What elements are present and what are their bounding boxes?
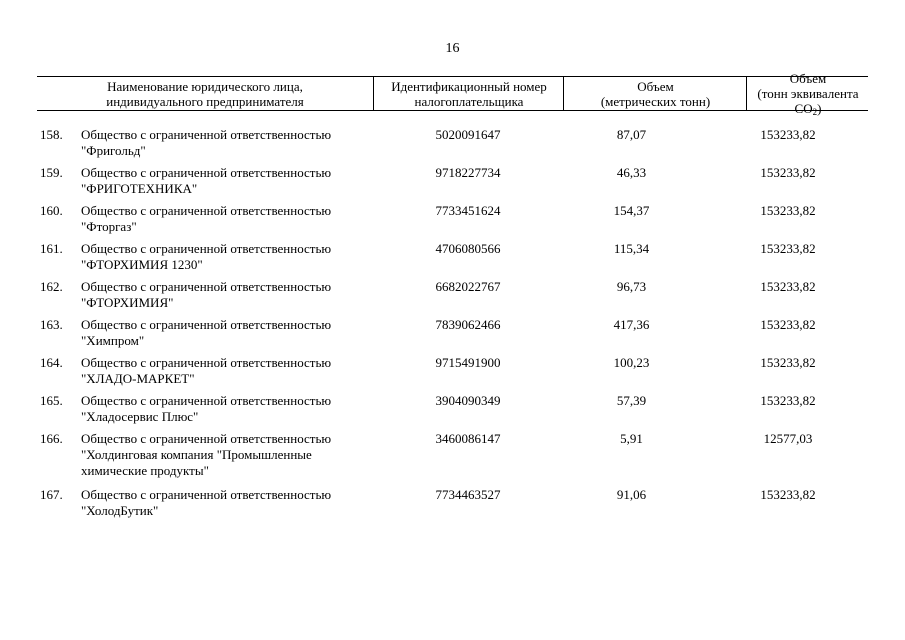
header-co2-line2-text: (тонн эквивалента CO [757, 86, 859, 116]
entity-name-line: Общество с ограниченной ответственностью [81, 393, 332, 408]
volume-co2-equivalent: 153233,82 [760, 203, 816, 218]
header-name-column [37, 77, 373, 110]
taxpayer-id: 6682022767 [435, 279, 501, 294]
taxpayer-id: 3904090349 [435, 393, 501, 408]
taxpayer-id: 9718227734 [435, 165, 501, 180]
volume-co2-equivalent: 12577,03 [763, 431, 813, 446]
volume-co2-equivalent: 153233,82 [760, 165, 816, 180]
volume-metric-tons: 5,91 [620, 431, 643, 446]
volume-metric-tons: 57,39 [616, 393, 647, 408]
header-co2-line2 [747, 86, 869, 116]
row-number: 160. [40, 203, 63, 218]
header-co2-column [746, 71, 869, 117]
volume-co2-equivalent: 153233,82 [760, 355, 816, 370]
row-number: 167. [40, 487, 63, 502]
entity-name-line: Общество с ограниченной ответственностью [81, 127, 332, 142]
header-mass-column [563, 77, 747, 110]
taxpayer-id: 7734463527 [435, 487, 501, 502]
row-number: 165. [40, 393, 63, 408]
volume-metric-tons: 154,37 [613, 203, 650, 218]
volume-metric-tons: 91,06 [616, 487, 647, 502]
volume-metric-tons: 96,73 [616, 279, 647, 294]
entity-name [81, 431, 371, 479]
entity-name-line: Общество с ограниченной ответственностью [81, 241, 332, 256]
header-mass-line2: (метрических тонн) [600, 93, 711, 109]
header-co2-line1: Объем [789, 71, 827, 86]
row-number: 164. [40, 355, 63, 370]
entity-name [81, 165, 371, 197]
entity-name [81, 487, 371, 519]
entity-name-line: "Фригольд" [81, 143, 146, 158]
entity-name-line: "ХолодБутик" [81, 503, 159, 518]
entity-name-line: "ФТОРХИМИЯ 1230" [81, 257, 203, 272]
entity-name-line: Общество с ограниченной ответственностью [81, 165, 332, 180]
entity-name-line: Общество с ограниченной ответственностью [81, 203, 332, 218]
entity-name-line: "Хладосервис Плюс" [81, 409, 199, 424]
volume-metric-tons: 87,07 [616, 127, 647, 142]
row-number: 158. [40, 127, 63, 142]
header-inn-line1: Идентификационный номер [391, 78, 547, 94]
entity-name-line: "ФТОРХИМИЯ" [81, 295, 174, 310]
taxpayer-id: 5020091647 [435, 127, 501, 142]
volume-co2-equivalent: 153233,82 [760, 241, 816, 256]
volume-metric-tons: 115,34 [613, 241, 650, 256]
header-name-line2: индивидуального предпринимателя [106, 93, 304, 109]
volume-co2-equivalent: 153233,82 [760, 487, 816, 502]
taxpayer-id: 7733451624 [435, 203, 501, 218]
volume-metric-tons: 100,23 [613, 355, 650, 370]
row-number: 166. [40, 431, 63, 446]
row-number: 162. [40, 279, 63, 294]
volume-co2-equivalent: 153233,82 [760, 393, 816, 408]
row-number: 159. [40, 165, 63, 180]
header-name-line1: Наименование юридического лица, [107, 78, 303, 94]
volume-co2-equivalent: 153233,82 [760, 127, 816, 142]
entity-name-line: Общество с ограниченной ответственностью [81, 279, 332, 294]
entity-name-line: "ХЛАДО-МАРКЕТ" [81, 371, 195, 386]
header-inn-column [373, 77, 564, 110]
entity-name [81, 241, 371, 273]
header-mass-line1: Объем [637, 78, 674, 94]
entity-name [81, 393, 371, 425]
entity-name-line: "Холдинговая компания "Промышленные [81, 447, 312, 462]
entity-name-line: "Химпром" [81, 333, 145, 348]
entity-name-line: Общество с ограниченной ответственностью [81, 431, 332, 446]
page-number: 16 [445, 41, 460, 56]
volume-metric-tons: 417,36 [613, 317, 650, 332]
table-header [37, 71, 868, 117]
taxpayer-id: 3460086147 [435, 431, 501, 446]
header-inn-line2: налогоплательщика [414, 93, 524, 109]
entity-name-line: "ФРИГОТЕХНИКА" [81, 181, 198, 196]
header-co2-subscript: 2 [812, 107, 818, 117]
entity-name [81, 127, 371, 159]
row-number: 161. [40, 241, 63, 256]
volume-metric-tons: 46,33 [616, 165, 647, 180]
entity-name-line: Общество с ограниченной ответственностью [81, 355, 332, 370]
volume-co2-equivalent: 153233,82 [760, 317, 816, 332]
row-number: 163. [40, 317, 63, 332]
entity-name-line: "Фторгаз" [81, 219, 137, 234]
taxpayer-id: 7839062466 [435, 317, 501, 332]
volume-co2-equivalent: 153233,82 [760, 279, 816, 294]
entity-name [81, 355, 371, 387]
entity-name-line: Общество с ограниченной ответственностью [81, 317, 332, 332]
entity-name-line: Общество с ограниченной ответственностью [81, 487, 332, 502]
header-co2-line2-close: ) [817, 101, 822, 116]
entity-name [81, 279, 371, 311]
entity-name [81, 203, 371, 235]
taxpayer-id: 4706080566 [435, 241, 501, 256]
taxpayer-id: 9715491900 [435, 355, 501, 370]
entity-name [81, 317, 371, 349]
entity-name-line: химические продукты" [81, 463, 209, 478]
